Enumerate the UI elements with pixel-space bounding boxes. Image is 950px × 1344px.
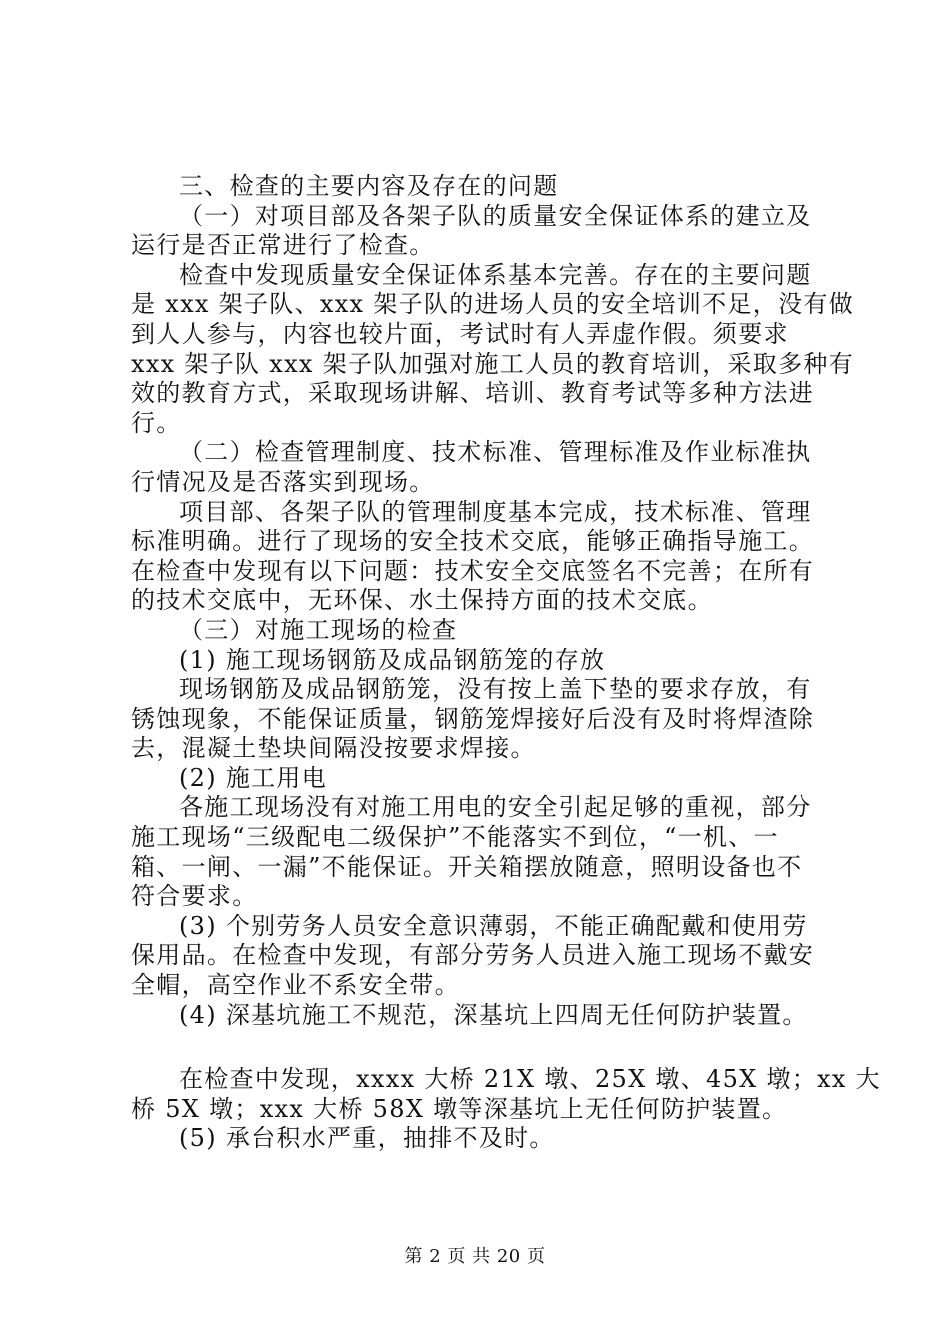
paragraph-line: 检查中发现质量安全保证体系基本完善。存在的主要问题 [179, 260, 812, 289]
paragraph-line: 桥 5X 墩；xxx 大桥 58X 墩等深基坑上无任何防护装置。 [131, 1094, 788, 1123]
item-heading: (2) 施工用电 [179, 763, 328, 792]
paragraph-line: 是 xxx 架子队、xxx 架子队的进场人员的安全培训不足，没有做 [131, 290, 854, 319]
paragraph-line: 行情况及是否落实到现场。 [131, 467, 435, 496]
paragraph-line: 箱、一闸、一漏”不能保证。开关箱摆放随意，照明设备也不 [131, 852, 803, 881]
paragraph-line: 各施工现场没有对施工用电的安全引起足够的重视，部分 [179, 793, 812, 822]
item-heading: (3) 个别劳务人员安全意识薄弱，不能正确配戴和使用劳 [179, 911, 808, 940]
paragraph-line: 项目部、各架子队的管理制度基本完成，技术标准、管理 [179, 497, 812, 526]
paragraph-line: （一）对项目部及各架子队的质量安全保证体系的建立及 [179, 201, 812, 230]
item-heading: (1) 施工现场钢筋及成品钢筋笼的存放 [179, 645, 606, 674]
paragraph-line: 的技术交底中，无环保、水土保持方面的技术交底。 [131, 586, 713, 615]
paragraph-line: 全帽，高空作业不系安全带。 [131, 971, 460, 1000]
paragraph-line: 施工现场“三级配电二级保护”不能落实不到位，“一机、一 [131, 823, 779, 852]
paragraph-line: 锈蚀现象，不能保证质量，钢筋笼焊接好后没有及时将焊渣除 [131, 704, 815, 733]
paragraph-line: 标准明确。进行了现场的安全技术交底，能够正确指导施工。 [131, 527, 815, 556]
paragraph-line: 符合要求。 [131, 882, 258, 911]
paragraph-line: 在检查中发现有以下问题：技术安全交底签名不完善；在所有 [131, 556, 815, 585]
paragraph-line: 行。 [131, 408, 182, 437]
paragraph-line: 在检查中发现，xxxx 大桥 21X 墩、25X 墩、45X 墩；xx 大 [179, 1065, 881, 1094]
paragraph-line: （二）检查管理制度、技术标准、管理标准及作业标准执 [179, 438, 812, 467]
blank-line [131, 1030, 831, 1065]
paragraph-line: 去，混凝土垫块间隔没按要求焊接。 [131, 734, 536, 763]
page-footer: 第 2 页 共 20 页 [404, 1246, 546, 1267]
paragraph-line: 保用品。在检查中发现，有部分劳务人员进入施工现场不戴安 [131, 941, 815, 970]
paragraph-line: xxx 架子队 xxx 架子队加强对施工人员的教育培训，采取多种有 [131, 349, 854, 378]
paragraph-line: 现场钢筋及成品钢筋笼，没有按上盖下垫的要求存放，有 [179, 675, 812, 704]
paragraph-line: 到人人参与，内容也较片面，考试时有人弄虚作假。须要求 [131, 319, 789, 348]
item-heading: (5) 承台积水严重，抽排不及时。 [179, 1124, 555, 1153]
paragraph-line: 效的教育方式，采取现场讲解、培训、教育考试等多种方法进 [131, 379, 815, 408]
document-body [131, 172, 881, 1154]
item-heading: (4) 深基坑施工不规范，深基坑上四周无任何防护装置。 [179, 1000, 808, 1029]
section-heading: 三、检查的主要内容及存在的问题 [179, 172, 559, 200]
subsection-heading: （三）对施工现场的检查 [179, 615, 458, 644]
paragraph-line: 运行是否正常进行了检查。 [131, 231, 435, 260]
